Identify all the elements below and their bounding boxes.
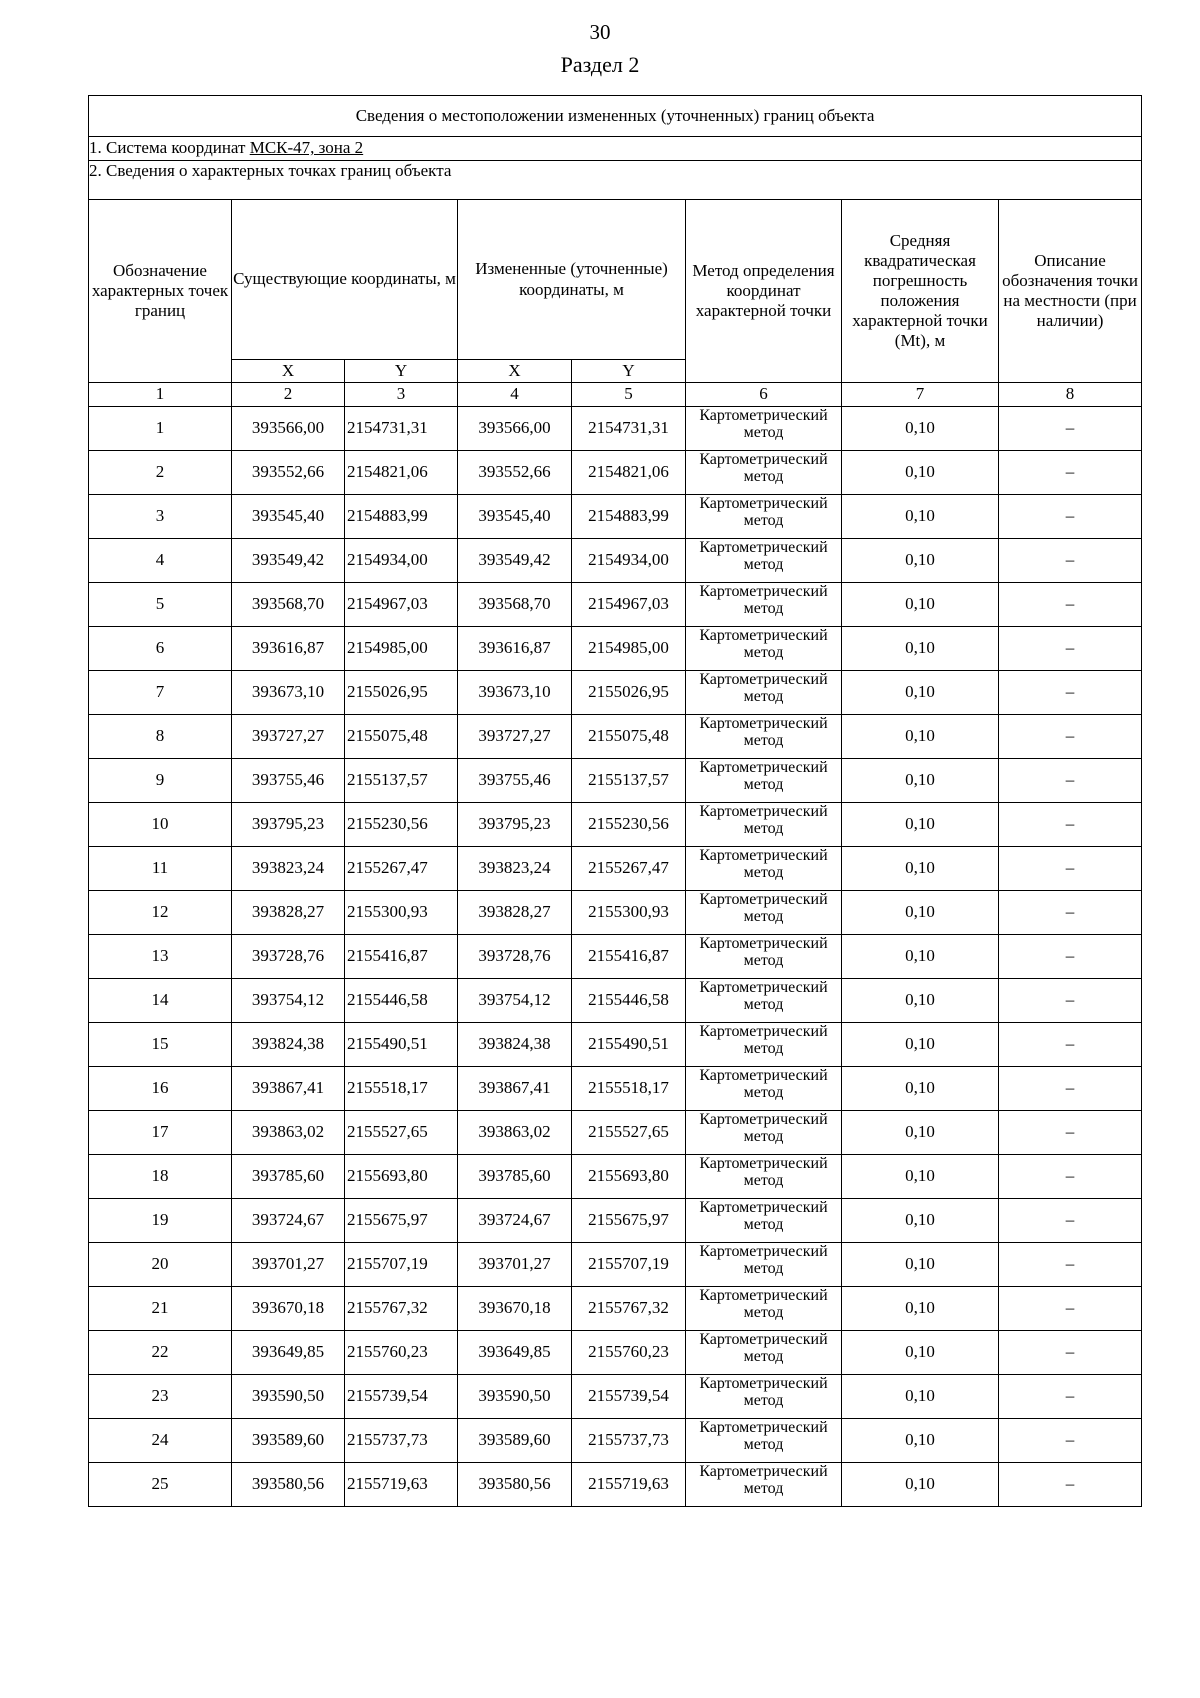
cell-existing-y: 2154985,00 [345, 627, 458, 671]
cell-changed-x: 393568,70 [458, 583, 572, 627]
cell-existing-y: 2155446,58 [345, 979, 458, 1023]
cell-point-number: 3 [89, 495, 232, 539]
header-changed-coords: Измененные (уточненные) координаты, м [458, 200, 686, 360]
cell-changed-y: 2155767,32 [572, 1287, 686, 1331]
cell-existing-y: 2154821,06 [345, 451, 458, 495]
cell-changed-y: 2155026,95 [572, 671, 686, 715]
cell-description: – [999, 803, 1142, 847]
table-row [89, 979, 1142, 1023]
cell-existing-y: 2155739,54 [345, 1375, 458, 1419]
cell-point-number: 25 [89, 1463, 232, 1507]
header-existing-coords: Существующие координаты, м [232, 200, 458, 360]
coordinate-system-value: МСК-47, зона 2 [249, 138, 364, 158]
cell-changed-x: 393549,42 [458, 539, 572, 583]
cell-existing-y: 2154883,99 [345, 495, 458, 539]
cell-changed-x: 393755,46 [458, 759, 572, 803]
table-row [89, 451, 1142, 495]
cell-existing-x: 393616,87 [232, 627, 345, 671]
cell-existing-y: 2155416,87 [345, 935, 458, 979]
column-numbers-row [89, 383, 1142, 407]
cell-changed-y: 2155446,58 [572, 979, 686, 1023]
cell-existing-y: 2155300,93 [345, 891, 458, 935]
cell-existing-y: 2154934,00 [345, 539, 458, 583]
cell-description: – [999, 1287, 1142, 1331]
cell-changed-x: 393616,87 [458, 627, 572, 671]
cell-method: Картометрический метод [686, 1287, 842, 1331]
cell-existing-x: 393724,67 [232, 1199, 345, 1243]
cell-changed-x: 393566,00 [458, 407, 572, 451]
cell-method: Картометрический метод [686, 583, 842, 627]
header-description: Описание обозначения точки на местности (при наличии) [999, 200, 1142, 383]
cell-existing-y: 2155693,80 [345, 1155, 458, 1199]
column-number: 5 [572, 383, 686, 407]
cell-existing-x: 393823,24 [232, 847, 345, 891]
cell-method: Картометрический метод [686, 1331, 842, 1375]
column-number: 1 [89, 383, 232, 407]
cell-changed-y: 2154985,00 [572, 627, 686, 671]
cell-changed-y: 2155737,73 [572, 1419, 686, 1463]
table-row [89, 627, 1142, 671]
cell-changed-y: 2155719,63 [572, 1463, 686, 1507]
cell-existing-x: 393552,66 [232, 451, 345, 495]
cell-description: – [999, 1331, 1142, 1375]
cell-method: Картометрический метод [686, 803, 842, 847]
table-row [89, 583, 1142, 627]
cell-changed-x: 393824,38 [458, 1023, 572, 1067]
cell-error: 0,10 [842, 1067, 999, 1111]
cell-method: Картометрический метод [686, 1243, 842, 1287]
cell-point-number: 11 [89, 847, 232, 891]
cell-changed-x: 393589,60 [458, 1419, 572, 1463]
cell-changed-y: 2155300,93 [572, 891, 686, 935]
header-method: Метод определения координат характерной точки [686, 200, 842, 383]
cell-error: 0,10 [842, 583, 999, 627]
cell-existing-x: 393701,27 [232, 1243, 345, 1287]
cell-method: Картометрический метод [686, 979, 842, 1023]
cell-error: 0,10 [842, 1375, 999, 1419]
table-title: Сведения о местоположении измененных (уточненных) границ объекта [89, 96, 1142, 137]
cell-error: 0,10 [842, 451, 999, 495]
cell-description: – [999, 1375, 1142, 1419]
cell-error: 0,10 [842, 495, 999, 539]
cell-changed-x: 393828,27 [458, 891, 572, 935]
cell-existing-x: 393754,12 [232, 979, 345, 1023]
cell-method: Картометрический метод [686, 1375, 842, 1419]
cell-method: Картометрический метод [686, 891, 842, 935]
cell-existing-x: 393824,38 [232, 1023, 345, 1067]
cell-point-number: 4 [89, 539, 232, 583]
cell-description: – [999, 1155, 1142, 1199]
cell-existing-y: 2154967,03 [345, 583, 458, 627]
cell-existing-y: 2155760,23 [345, 1331, 458, 1375]
cell-method: Картометрический метод [686, 627, 842, 671]
cell-description: – [999, 1199, 1142, 1243]
table-row [89, 1375, 1142, 1419]
table-row [89, 1199, 1142, 1243]
cell-point-number: 13 [89, 935, 232, 979]
cell-point-number: 15 [89, 1023, 232, 1067]
table-row [89, 671, 1142, 715]
cell-existing-x: 393580,56 [232, 1463, 345, 1507]
cell-changed-y: 2154731,31 [572, 407, 686, 451]
cell-changed-y: 2155518,17 [572, 1067, 686, 1111]
column-number: 7 [842, 383, 999, 407]
cell-error: 0,10 [842, 803, 999, 847]
cell-changed-y: 2155739,54 [572, 1375, 686, 1419]
cell-point-number: 8 [89, 715, 232, 759]
cell-existing-x: 393755,46 [232, 759, 345, 803]
cell-point-number: 14 [89, 979, 232, 1023]
cell-existing-y: 2155137,57 [345, 759, 458, 803]
cell-changed-x: 393867,41 [458, 1067, 572, 1111]
cell-error: 0,10 [842, 407, 999, 451]
coordinate-system-label: 1. Система координат [89, 138, 250, 158]
cell-error: 0,10 [842, 627, 999, 671]
cell-description: – [999, 671, 1142, 715]
cell-description: – [999, 935, 1142, 979]
cell-existing-y: 2155026,95 [345, 671, 458, 715]
cell-error: 0,10 [842, 715, 999, 759]
cell-existing-y: 2155767,32 [345, 1287, 458, 1331]
table-row [89, 1243, 1142, 1287]
cell-description: – [999, 1243, 1142, 1287]
cell-changed-x: 393863,02 [458, 1111, 572, 1155]
cell-error: 0,10 [842, 1331, 999, 1375]
table-row [89, 847, 1142, 891]
table-row [89, 1111, 1142, 1155]
cell-method: Картометрический метод [686, 1023, 842, 1067]
cell-existing-y: 2155230,56 [345, 803, 458, 847]
cell-error: 0,10 [842, 1155, 999, 1199]
cell-point-number: 12 [89, 891, 232, 935]
cell-error: 0,10 [842, 935, 999, 979]
cell-changed-y: 2155267,47 [572, 847, 686, 891]
cell-existing-y: 2155267,47 [345, 847, 458, 891]
table-row [89, 495, 1142, 539]
cell-method: Картометрический метод [686, 495, 842, 539]
cell-changed-y: 2155490,51 [572, 1023, 686, 1067]
cell-existing-x: 393867,41 [232, 1067, 345, 1111]
cell-description: – [999, 1111, 1142, 1155]
table-row [89, 1155, 1142, 1199]
cell-method: Картометрический метод [686, 1199, 842, 1243]
table-row [89, 1287, 1142, 1331]
cell-existing-y: 2155490,51 [345, 1023, 458, 1067]
cell-existing-x: 393549,42 [232, 539, 345, 583]
cell-existing-x: 393649,85 [232, 1331, 345, 1375]
cell-error: 0,10 [842, 1463, 999, 1507]
cell-method: Картометрический метод [686, 1419, 842, 1463]
cell-method: Картометрический метод [686, 935, 842, 979]
cell-description: – [999, 1023, 1142, 1067]
cell-existing-x: 393795,23 [232, 803, 345, 847]
cell-changed-y: 2155675,97 [572, 1199, 686, 1243]
cell-changed-y: 2155230,56 [572, 803, 686, 847]
cell-point-number: 2 [89, 451, 232, 495]
cell-description: – [999, 715, 1142, 759]
cell-existing-x: 393863,02 [232, 1111, 345, 1155]
cell-description: – [999, 891, 1142, 935]
cell-point-number: 21 [89, 1287, 232, 1331]
table-row [89, 539, 1142, 583]
cell-changed-x: 393673,10 [458, 671, 572, 715]
coordinate-system [89, 137, 1142, 161]
cell-existing-y: 2155518,17 [345, 1067, 458, 1111]
cell-error: 0,10 [842, 891, 999, 935]
cell-point-number: 1 [89, 407, 232, 451]
cell-error: 0,10 [842, 1023, 999, 1067]
cell-changed-y: 2154883,99 [572, 495, 686, 539]
cell-method: Картометрический метод [686, 847, 842, 891]
cell-changed-y: 2155075,48 [572, 715, 686, 759]
column-number: 3 [345, 383, 458, 407]
cell-method: Картометрический метод [686, 759, 842, 803]
cell-existing-x: 393545,40 [232, 495, 345, 539]
cell-description: – [999, 979, 1142, 1023]
table-row [89, 803, 1142, 847]
table-row [89, 1463, 1142, 1507]
cell-error: 0,10 [842, 1111, 999, 1155]
cell-method: Картометрический метод [686, 1111, 842, 1155]
cell-error: 0,10 [842, 539, 999, 583]
cell-description: – [999, 495, 1142, 539]
table-row [89, 1067, 1142, 1111]
cell-description: – [999, 539, 1142, 583]
cell-changed-y: 2154967,03 [572, 583, 686, 627]
table-row [89, 1331, 1142, 1375]
header-changed-x: X [458, 360, 572, 383]
table-row [89, 1419, 1142, 1463]
cell-error: 0,10 [842, 1199, 999, 1243]
column-number: 4 [458, 383, 572, 407]
cell-existing-y: 2155719,63 [345, 1463, 458, 1507]
cell-method: Картометрический метод [686, 715, 842, 759]
cell-error: 0,10 [842, 759, 999, 803]
cell-existing-y: 2155737,73 [345, 1419, 458, 1463]
cell-point-number: 5 [89, 583, 232, 627]
cell-description: – [999, 451, 1142, 495]
cell-existing-x: 393828,27 [232, 891, 345, 935]
cell-point-number: 10 [89, 803, 232, 847]
cell-description: – [999, 1067, 1142, 1111]
cell-error: 0,10 [842, 1287, 999, 1331]
cell-error: 0,10 [842, 847, 999, 891]
cell-method: Картометрический метод [686, 1067, 842, 1111]
column-number: 6 [686, 383, 842, 407]
cell-method: Картометрический метод [686, 1463, 842, 1507]
cell-method: Картометрический метод [686, 1155, 842, 1199]
table-row [89, 759, 1142, 803]
cell-changed-y: 2155707,19 [572, 1243, 686, 1287]
cell-description: – [999, 1463, 1142, 1507]
cell-description: – [999, 627, 1142, 671]
boundary-points-table [88, 95, 1142, 1507]
cell-point-number: 19 [89, 1199, 232, 1243]
cell-point-number: 17 [89, 1111, 232, 1155]
cell-changed-y: 2154821,06 [572, 451, 686, 495]
cell-changed-x: 393785,60 [458, 1155, 572, 1199]
cell-changed-y: 2155760,23 [572, 1331, 686, 1375]
cell-changed-x: 393670,18 [458, 1287, 572, 1331]
cell-point-number: 18 [89, 1155, 232, 1199]
cell-point-number: 16 [89, 1067, 232, 1111]
cell-description: – [999, 759, 1142, 803]
cell-changed-y: 2155137,57 [572, 759, 686, 803]
cell-existing-y: 2155527,65 [345, 1111, 458, 1155]
header-changed-y: Y [572, 360, 686, 383]
section-title: Раздел 2 [560, 52, 640, 77]
cell-existing-x: 393589,60 [232, 1419, 345, 1463]
cell-description: – [999, 583, 1142, 627]
header-designation: Обозначение характерных точек границ [89, 200, 232, 383]
cell-changed-x: 393701,27 [458, 1243, 572, 1287]
cell-existing-x: 393673,10 [232, 671, 345, 715]
cell-existing-x: 393727,27 [232, 715, 345, 759]
cell-changed-x: 393795,23 [458, 803, 572, 847]
cell-changed-x: 393649,85 [458, 1331, 572, 1375]
cell-changed-x: 393545,40 [458, 495, 572, 539]
cell-existing-y: 2154731,31 [345, 407, 458, 451]
column-number: 2 [232, 383, 345, 407]
cell-method: Картометрический метод [686, 451, 842, 495]
cell-changed-x: 393823,24 [458, 847, 572, 891]
table-row [89, 935, 1142, 979]
cell-existing-y: 2155707,19 [345, 1243, 458, 1287]
cell-description: – [999, 847, 1142, 891]
cell-changed-x: 393724,67 [458, 1199, 572, 1243]
column-number: 8 [999, 383, 1142, 407]
cell-existing-x: 393590,50 [232, 1375, 345, 1419]
cell-existing-y: 2155675,97 [345, 1199, 458, 1243]
header-existing-x: X [232, 360, 345, 383]
cell-changed-y: 2155693,80 [572, 1155, 686, 1199]
cell-existing-x: 393568,70 [232, 583, 345, 627]
cell-changed-x: 393727,27 [458, 715, 572, 759]
points-heading: 2. Сведения о характерных точках границ объекта [89, 161, 1142, 200]
cell-changed-x: 393754,12 [458, 979, 572, 1023]
cell-point-number: 9 [89, 759, 232, 803]
cell-method: Картометрический метод [686, 407, 842, 451]
cell-point-number: 22 [89, 1331, 232, 1375]
header-existing-y: Y [345, 360, 458, 383]
cell-existing-y: 2155075,48 [345, 715, 458, 759]
cell-error: 0,10 [842, 671, 999, 715]
table-row [89, 715, 1142, 759]
page-number: 30 [589, 20, 611, 44]
cell-point-number: 6 [89, 627, 232, 671]
cell-existing-x: 393566,00 [232, 407, 345, 451]
cell-point-number: 23 [89, 1375, 232, 1419]
cell-existing-x: 393670,18 [232, 1287, 345, 1331]
cell-method: Картометрический метод [686, 539, 842, 583]
table-row [89, 407, 1142, 451]
cell-error: 0,10 [842, 1419, 999, 1463]
cell-error: 0,10 [842, 979, 999, 1023]
cell-existing-x: 393785,60 [232, 1155, 345, 1199]
cell-error: 0,10 [842, 1243, 999, 1287]
cell-changed-x: 393580,56 [458, 1463, 572, 1507]
table-row [89, 891, 1142, 935]
cell-existing-x: 393728,76 [232, 935, 345, 979]
cell-description: – [999, 407, 1142, 451]
cell-changed-x: 393728,76 [458, 935, 572, 979]
cell-changed-y: 2155527,65 [572, 1111, 686, 1155]
cell-description: – [999, 1419, 1142, 1463]
cell-point-number: 20 [89, 1243, 232, 1287]
cell-method: Картометрический метод [686, 671, 842, 715]
header-error: Средняя квадратическая погрешность положения характерной точки (Мt), м [842, 200, 999, 383]
cell-point-number: 7 [89, 671, 232, 715]
table-row [89, 1023, 1142, 1067]
cell-changed-x: 393552,66 [458, 451, 572, 495]
cell-changed-y: 2155416,87 [572, 935, 686, 979]
cell-point-number: 24 [89, 1419, 232, 1463]
cell-changed-y: 2154934,00 [572, 539, 686, 583]
cell-changed-x: 393590,50 [458, 1375, 572, 1419]
